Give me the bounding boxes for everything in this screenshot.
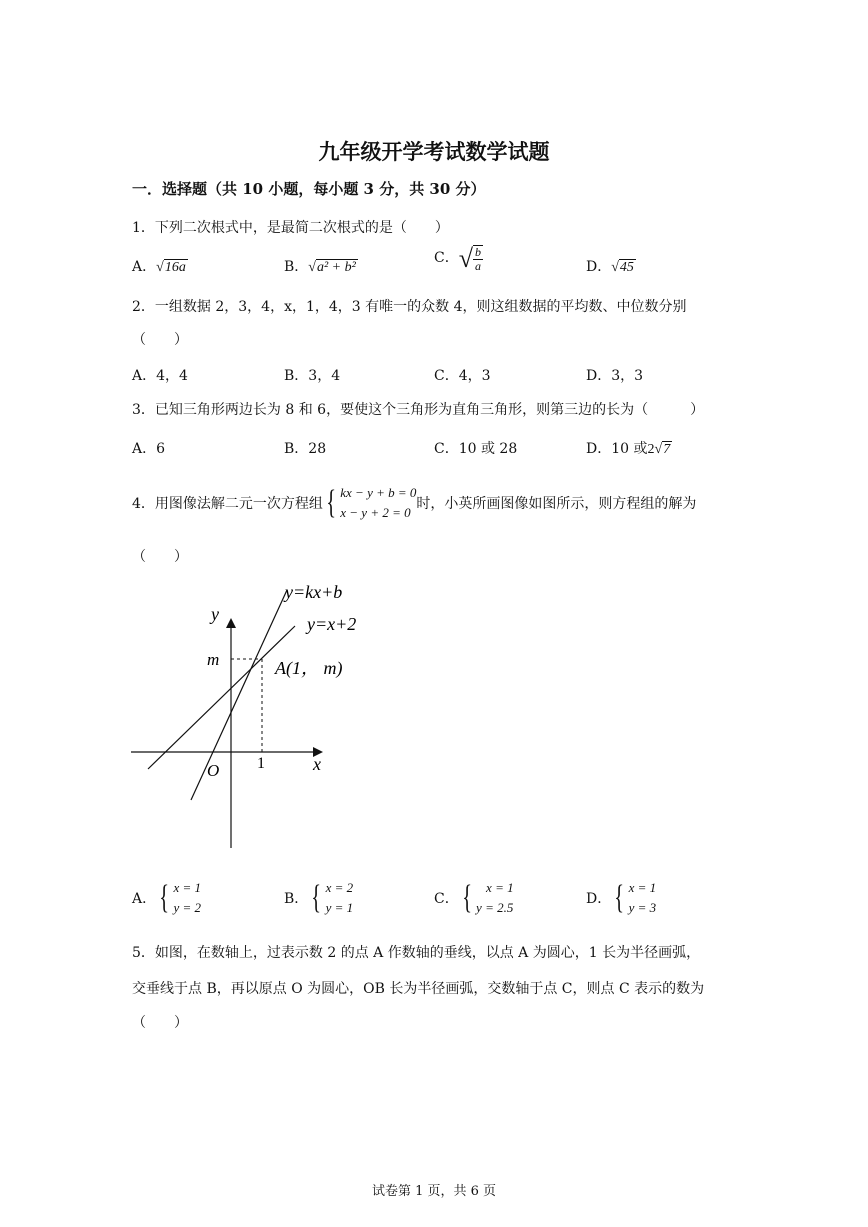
line2-label: y=x+2 xyxy=(307,614,357,634)
q4-option-d[interactable] xyxy=(586,878,656,918)
q4-option-b[interactable] xyxy=(284,878,353,918)
brace-icon: { xyxy=(159,879,170,917)
question-1-stem: 1．下列二次根式中，是最简二次根式的是（ ） xyxy=(132,220,449,236)
solution-x: x = 2 xyxy=(325,880,354,895)
brace-icon: { xyxy=(326,484,336,522)
q1-option-d[interactable] xyxy=(586,256,636,276)
one-label: 1 xyxy=(257,755,265,772)
stem-text: 4．用图像法解二元一次方程组 xyxy=(132,496,323,513)
point-a-label: A(1， m) xyxy=(275,658,343,678)
solution-x: x = 1 xyxy=(173,880,201,895)
q4-option-c[interactable] xyxy=(434,878,514,918)
line-x-plus-2 xyxy=(148,626,295,769)
radicand: a² + b² xyxy=(316,260,356,275)
brace-icon: { xyxy=(311,879,322,917)
q2-option-d[interactable]: D．3，3 xyxy=(586,368,644,384)
m-label: m xyxy=(207,650,220,669)
solution-y: y = 2 xyxy=(173,900,201,916)
option-label: A． xyxy=(132,259,157,275)
brace-icon: { xyxy=(461,879,472,917)
q3-option-c[interactable]: C．10 或 28 xyxy=(434,441,518,457)
equation-1: kx − y + b = 0 xyxy=(340,485,417,500)
solution-y: y = 1 xyxy=(325,900,354,916)
q3-option-b[interactable]: B．28 xyxy=(284,441,327,457)
option-label: A． xyxy=(132,891,157,908)
coefficient: 2 xyxy=(647,442,655,457)
line1-label: y=kx+b xyxy=(285,582,343,602)
q2-option-b[interactable]: B．3，4 xyxy=(284,368,341,384)
equation-system xyxy=(323,483,416,523)
option-label: D． xyxy=(586,891,612,908)
y-axis-arrow-icon xyxy=(226,618,236,628)
q1-option-b[interactable] xyxy=(284,256,358,276)
question-5-line-1: 5．如图，在数轴上，过表示数 2 的点 A 作数轴的垂线，以点 A 为圆心，1 长为半径画弧， xyxy=(132,945,701,961)
page-title: 九年级开学考试数学试题 xyxy=(318,139,550,164)
question-5-line-2: 交垂线于点 B，再以原点 O 为圆心，OB 长为半径画弧，交数轴于点 C，则点 C 表示的数为 xyxy=(132,981,705,997)
x-axis-label: x xyxy=(313,754,321,774)
q3-option-a[interactable]: A．6 xyxy=(132,441,166,457)
brace-icon: { xyxy=(614,879,625,917)
origin-label: O xyxy=(207,761,220,780)
sqrt-fraction: √ $\frac{b}{a}$ xyxy=(458,244,481,273)
solution-y: y = 2.5 xyxy=(476,900,514,916)
sqrt-expression: √a² + b² xyxy=(308,260,356,275)
question-2-stem: 2．一组数据 2，3，4，x，1，4，3 有唯一的众数 4，则这组数据的平均数、中位数分别 xyxy=(132,299,687,315)
line-kx-b xyxy=(191,590,287,800)
option-label: B． xyxy=(284,891,309,908)
solution-y: y = 3 xyxy=(628,900,657,916)
denominator: a xyxy=(475,259,481,273)
q2-option-c[interactable]: C．4，3 xyxy=(434,368,491,384)
solution-x: x = 1 xyxy=(486,880,514,895)
page-footer: 试卷第 1 页，共 6 页 xyxy=(371,1184,497,1199)
option-label: D． xyxy=(586,259,612,275)
equation-2: x − y + 2 = 0 xyxy=(340,505,411,521)
question-4-stem xyxy=(132,483,696,523)
question-4-paren: （ ） xyxy=(132,549,188,565)
stem-text: 时，小英所画图像如图所示，则方程组的解为 xyxy=(416,496,697,513)
question-5-paren: （ ） xyxy=(132,1015,188,1031)
option-label: C． xyxy=(434,891,459,908)
q3-option-d[interactable] xyxy=(586,438,672,458)
sqrt-expression: 2√7 xyxy=(647,442,671,457)
section-heading: 一．选择题（共 10 小题，每小题 3 分，共 30 分） xyxy=(132,180,486,198)
graph-figure xyxy=(125,578,385,858)
radicand: 45 xyxy=(619,260,634,275)
option-label: C． xyxy=(434,250,459,267)
solution-x: x = 1 xyxy=(628,880,657,895)
q1-option-c[interactable] xyxy=(434,244,483,274)
y-axis-label: y xyxy=(211,604,219,624)
q2-option-a[interactable]: A．4，4 xyxy=(132,368,188,384)
numerator: b xyxy=(475,244,481,259)
q1-option-a[interactable] xyxy=(132,256,188,276)
option-label: B． xyxy=(284,259,309,275)
q4-option-a[interactable] xyxy=(132,878,201,918)
sqrt-expression: √16a xyxy=(156,260,186,275)
radicand: 16a xyxy=(164,260,186,275)
option-label: D．10 或 xyxy=(586,441,648,457)
question-3-stem: 3．已知三角形两边长为 8 和 6，要使这个三角形为直角三角形，则第三边的长为（ ） xyxy=(132,402,705,418)
sqrt-expression: √45 xyxy=(611,260,634,275)
question-2-paren: （ ） xyxy=(132,332,188,348)
radicand: 7 xyxy=(663,442,671,457)
